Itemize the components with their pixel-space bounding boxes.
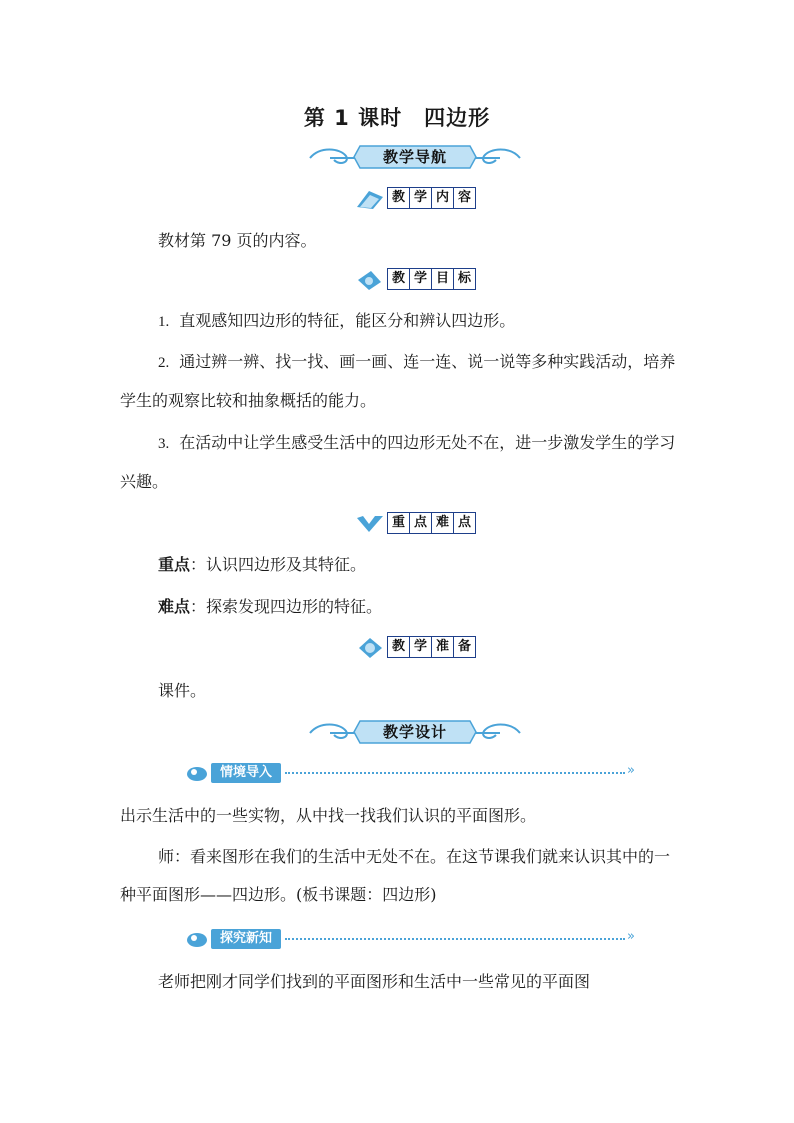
section-char: 点	[409, 512, 432, 534]
section-char: 学	[409, 268, 432, 290]
key-icon	[355, 512, 385, 536]
banner-teaching-design	[300, 717, 530, 747]
pencil-icon	[355, 268, 385, 292]
tag-label: 探究新知	[211, 929, 281, 949]
section-char: 标	[453, 268, 476, 290]
goal-number: 2.	[158, 355, 170, 371]
goal-text: 在活动中让学生感受生活中的四边形无处不在，进一步激发学生的学习兴趣。	[120, 433, 676, 491]
section-char: 点	[453, 512, 476, 534]
section-char: 教	[387, 636, 410, 658]
tag-label: 情境导入	[211, 763, 281, 783]
section-char: 学	[409, 187, 432, 209]
key-point	[158, 546, 718, 584]
goal-item	[120, 424, 680, 501]
double-arrow-icon: »	[627, 929, 635, 944]
clipboard-icon	[355, 636, 385, 660]
key-point-label: 重点	[158, 555, 191, 574]
banner-label: 教学导航	[382, 148, 447, 166]
difficult-point-text: ：探索发现四边形的特征。	[190, 597, 383, 616]
prep-text: 课件。	[158, 681, 207, 700]
book-icon	[355, 187, 385, 211]
leaf-icon	[185, 762, 209, 784]
lesson-title: 第 1 课时 四边形	[303, 106, 491, 130]
section-char: 教	[387, 187, 410, 209]
tag-intro	[185, 762, 645, 784]
section-char: 容	[453, 187, 476, 209]
section-char: 教	[387, 268, 410, 290]
difficult-point	[158, 588, 718, 626]
section-char: 难	[431, 512, 454, 534]
dotted-line	[285, 938, 625, 940]
goal-item	[158, 302, 678, 341]
intro-paragraph: 师：看来图形在我们的生活中无处不在。在这节课我们就来认识其中的一种平面图形——四边形。(板书课题：四边形)	[120, 847, 671, 904]
goal-text: 直观感知四边形的特征，能区分和辨认四边形。	[179, 311, 516, 330]
double-arrow-icon: »	[627, 763, 635, 778]
difficult-point-label: 难点	[158, 597, 191, 616]
goal-number: 3.	[158, 436, 170, 452]
goal-text: 通过辨一辨、找一找、画一画、连一连、说一说等多种实践活动，培养学生的观察比较和抽象概括的能力。	[120, 352, 676, 410]
tag-explore	[185, 928, 645, 950]
leaf-icon	[185, 928, 209, 950]
section-char: 目	[431, 268, 454, 290]
section-char: 学	[409, 636, 432, 658]
banner-teaching-guide	[300, 142, 530, 172]
section-char: 准	[431, 636, 454, 658]
key-point-text: ：认识四边形及其特征。	[190, 555, 367, 574]
section-char: 重	[387, 512, 410, 534]
banner-label: 教学设计	[382, 723, 447, 741]
section-char: 内	[431, 187, 454, 209]
goal-item	[120, 343, 680, 420]
intro-paragraph: 出示生活中的一些实物，从中找一找我们认识的平面图形。	[120, 806, 537, 825]
explore-paragraph: 老师把刚才同学们找到的平面图形和生活中一些常见的平面图	[158, 972, 591, 991]
section-char: 备	[453, 636, 476, 658]
goal-number: 1.	[158, 314, 170, 330]
dotted-line	[285, 772, 625, 774]
content-text: 教材第 79 页的内容。	[158, 231, 317, 250]
